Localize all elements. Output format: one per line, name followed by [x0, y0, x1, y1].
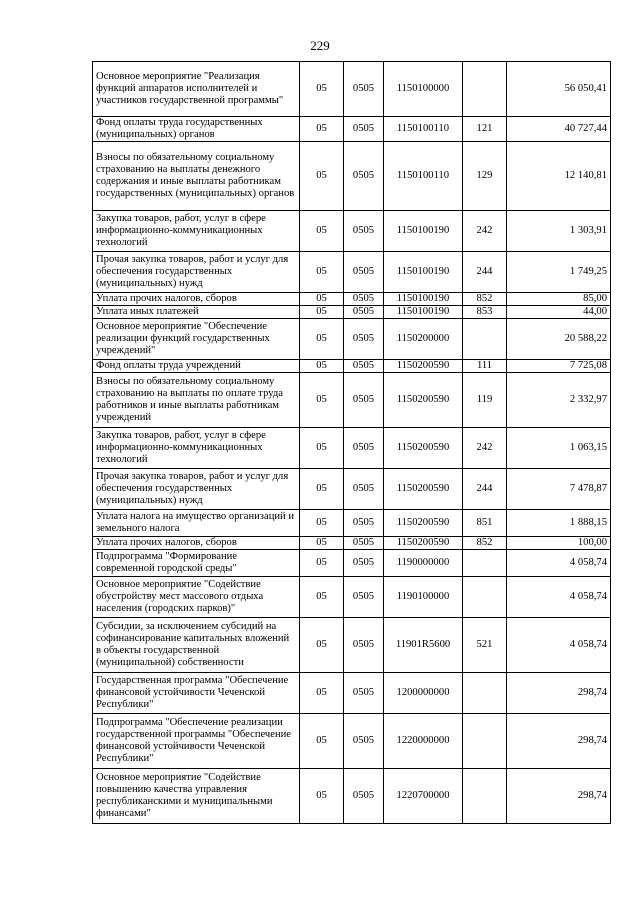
row-expense-type: 119 [463, 373, 507, 428]
row-expense-type: 851 [463, 510, 507, 537]
row-target-article: 1150200590 [384, 360, 463, 373]
table-row [93, 769, 611, 824]
row-expense-type: 111 [463, 360, 507, 373]
row-target-article: 1150100110 [384, 142, 463, 211]
row-target-article: 1190100000 [384, 577, 463, 618]
row-subsection: 0505 [344, 142, 384, 211]
table-row [93, 306, 611, 319]
row-name: Фонд оплаты труда государственных (муниципальных) органов [93, 117, 300, 142]
row-name: Субсидии, за исключением субсидий на софинансирование капитальных вложений в объекты государственной (муниципальной) собственности [93, 618, 300, 673]
row-subsection: 0505 [344, 319, 384, 360]
row-name: Уплата прочих налогов, сборов [93, 537, 300, 550]
row-name: Государственная программа "Обеспечение финансовой устойчивости Чеченской Республики" [93, 673, 300, 714]
row-name: Основное мероприятие "Содействие повышению качества управления республиканскими и муниципальными финансами" [93, 769, 300, 824]
row-amount: 298,74 [507, 769, 611, 824]
row-amount: 298,74 [507, 714, 611, 769]
row-section: 05 [300, 714, 344, 769]
row-amount: 20 588,22 [507, 319, 611, 360]
row-expense-type [463, 714, 507, 769]
row-section: 05 [300, 428, 344, 469]
row-target-article: 1150200590 [384, 428, 463, 469]
row-target-article: 1150200590 [384, 537, 463, 550]
row-amount: 1 303,91 [507, 211, 611, 252]
row-name: Уплата налога на имущество организаций и земельного налога [93, 510, 300, 537]
row-subsection: 0505 [344, 550, 384, 577]
row-expense-type [463, 769, 507, 824]
row-section: 05 [300, 252, 344, 293]
row-amount: 85,00 [507, 293, 611, 306]
row-section: 05 [300, 117, 344, 142]
row-expense-type [463, 577, 507, 618]
row-expense-type: 244 [463, 469, 507, 510]
row-amount: 7 478,87 [507, 469, 611, 510]
row-target-article: 1150100190 [384, 252, 463, 293]
row-subsection: 0505 [344, 673, 384, 714]
table-row [93, 293, 611, 306]
table-row [93, 319, 611, 360]
row-amount: 1 888,15 [507, 510, 611, 537]
table-row [93, 360, 611, 373]
row-section: 05 [300, 319, 344, 360]
table-row [93, 673, 611, 714]
row-amount: 4 058,74 [507, 550, 611, 577]
table-row [93, 469, 611, 510]
row-expense-type: 244 [463, 252, 507, 293]
row-amount: 2 332,97 [507, 373, 611, 428]
row-section: 05 [300, 373, 344, 428]
table-row [93, 550, 611, 577]
row-expense-type: 129 [463, 142, 507, 211]
row-name: Основное мероприятие "Обеспечение реализации функций государственных учреждений" [93, 319, 300, 360]
row-section: 05 [300, 293, 344, 306]
row-expense-type: 853 [463, 306, 507, 319]
row-section: 05 [300, 469, 344, 510]
row-subsection: 0505 [344, 373, 384, 428]
row-expense-type: 242 [463, 211, 507, 252]
row-name: Фонд оплаты труда учреждений [93, 360, 300, 373]
row-expense-type: 852 [463, 537, 507, 550]
row-section: 05 [300, 360, 344, 373]
table-row [93, 510, 611, 537]
row-name: Уплата прочих налогов, сборов [93, 293, 300, 306]
row-subsection: 0505 [344, 618, 384, 673]
row-section: 05 [300, 510, 344, 537]
row-name: Подпрограмма "Формирование современной городской среды" [93, 550, 300, 577]
row-expense-type: 242 [463, 428, 507, 469]
row-target-article: 1150100110 [384, 117, 463, 142]
row-subsection: 0505 [344, 428, 384, 469]
row-amount: 4 058,74 [507, 577, 611, 618]
row-name: Закупка товаров, работ, услуг в сфере информационно-коммуникационных технологий [93, 211, 300, 252]
row-target-article: 1150200590 [384, 373, 463, 428]
table-row [93, 577, 611, 618]
row-subsection: 0505 [344, 117, 384, 142]
row-name: Взносы по обязательному социальному страхованию на выплаты по оплате труда работников и иные выплаты работникам учреждений [93, 373, 300, 428]
row-target-article: 1150100190 [384, 306, 463, 319]
row-subsection: 0505 [344, 537, 384, 550]
row-target-article: 1200000000 [384, 673, 463, 714]
row-amount: 56 050,41 [507, 62, 611, 117]
row-amount: 1 063,15 [507, 428, 611, 469]
row-subsection: 0505 [344, 469, 384, 510]
row-target-article: 1220700000 [384, 769, 463, 824]
row-amount: 12 140,81 [507, 142, 611, 211]
row-name: Уплата иных платежей [93, 306, 300, 319]
row-name: Основное мероприятие "Реализация функций аппаратов исполнителей и участников государственной программы" [93, 62, 300, 117]
row-target-article: 1150100000 [384, 62, 463, 117]
row-name: Основное мероприятие "Содействие обустройству мест массового отдыха населения (городских парков)" [93, 577, 300, 618]
row-subsection: 0505 [344, 211, 384, 252]
row-amount: 44,00 [507, 306, 611, 319]
row-amount: 298,74 [507, 673, 611, 714]
row-amount: 4 058,74 [507, 618, 611, 673]
row-section: 05 [300, 62, 344, 117]
row-name: Прочая закупка товаров, работ и услуг для обеспечения государственных (муниципальных) нужд [93, 469, 300, 510]
row-amount: 7 725,08 [507, 360, 611, 373]
table-row [93, 428, 611, 469]
row-target-article: 1150200000 [384, 319, 463, 360]
row-section: 05 [300, 306, 344, 319]
row-subsection: 0505 [344, 62, 384, 117]
row-subsection: 0505 [344, 577, 384, 618]
row-amount: 40 727,44 [507, 117, 611, 142]
table-row [93, 252, 611, 293]
row-amount: 100,00 [507, 537, 611, 550]
row-target-article: 1150100190 [384, 293, 463, 306]
row-section: 05 [300, 537, 344, 550]
row-subsection: 0505 [344, 293, 384, 306]
table-row [93, 537, 611, 550]
row-name: Взносы по обязательному социальному страхованию на выплаты денежного содержания и иные выплаты работникам государственных (муниципальных) органов [93, 142, 300, 211]
row-subsection: 0505 [344, 360, 384, 373]
table-row [93, 62, 611, 117]
row-expense-type: 521 [463, 618, 507, 673]
table-row [93, 211, 611, 252]
table-row [93, 373, 611, 428]
row-expense-type [463, 62, 507, 117]
row-section: 05 [300, 211, 344, 252]
row-section: 05 [300, 618, 344, 673]
table-row [93, 714, 611, 769]
row-section: 05 [300, 673, 344, 714]
row-expense-type: 121 [463, 117, 507, 142]
table-row [93, 618, 611, 673]
row-expense-type [463, 673, 507, 714]
row-target-article: 1190000000 [384, 550, 463, 577]
row-amount: 1 749,25 [507, 252, 611, 293]
row-target-article: 1150200590 [384, 469, 463, 510]
row-target-article: 1150200590 [384, 510, 463, 537]
row-subsection: 0505 [344, 252, 384, 293]
row-subsection: 0505 [344, 510, 384, 537]
row-section: 05 [300, 577, 344, 618]
row-section: 05 [300, 142, 344, 211]
row-expense-type: 852 [463, 293, 507, 306]
row-subsection: 0505 [344, 306, 384, 319]
row-expense-type [463, 319, 507, 360]
row-name: Закупка товаров, работ, услуг в сфере информационно-коммуникационных технологий [93, 428, 300, 469]
row-target-article: 1150100190 [384, 211, 463, 252]
row-section: 05 [300, 550, 344, 577]
table-row [93, 117, 611, 142]
budget-table [92, 61, 611, 824]
row-subsection: 0505 [344, 714, 384, 769]
row-section: 05 [300, 769, 344, 824]
table-row [93, 142, 611, 211]
row-target-article: 11901R5600 [384, 618, 463, 673]
row-name: Прочая закупка товаров, работ и услуг для обеспечения государственных (муниципальных) нужд [93, 252, 300, 293]
page-number: 229 [310, 38, 330, 53]
row-name: Подпрограмма "Обеспечение реализации государственной программы "Обеспечение финансовой устойчивости Чеченской Республики" [93, 714, 300, 769]
row-expense-type [463, 550, 507, 577]
row-subsection: 0505 [344, 769, 384, 824]
row-target-article: 1220000000 [384, 714, 463, 769]
